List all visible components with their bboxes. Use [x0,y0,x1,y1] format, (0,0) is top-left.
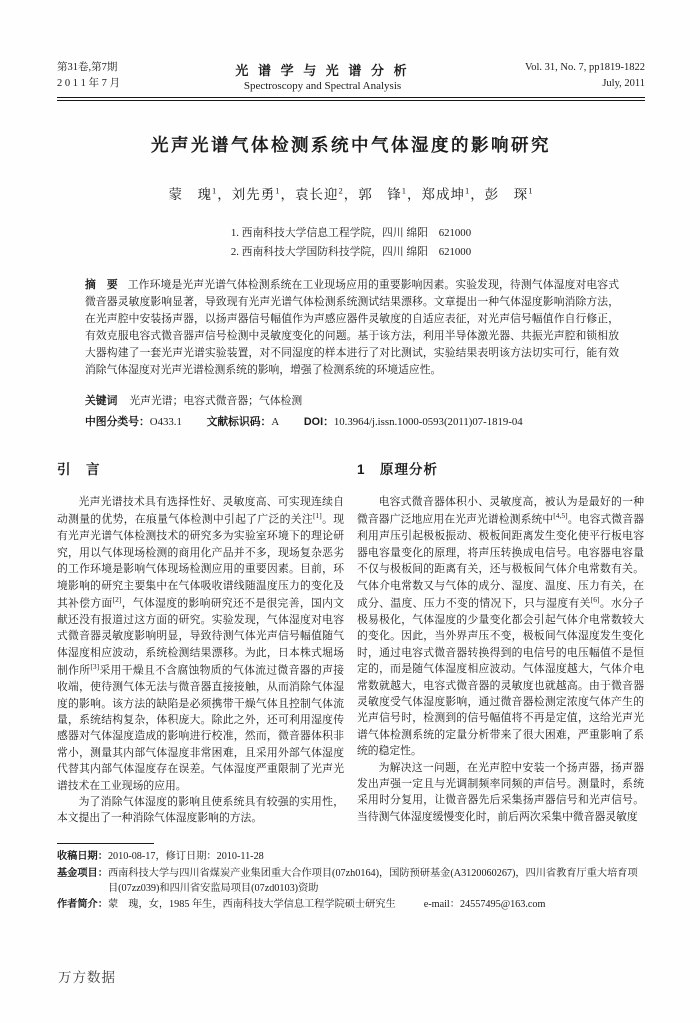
funding-label: 基金项目： [57,867,108,879]
author: 刘先勇$^1$， [231,185,295,202]
authors-line [57,183,645,203]
affiliation-2: 2. 西南科技大学国防科技学院，四川 绵阳 621000 [230,246,472,259]
issue-date-en: July, 2011 [602,77,645,89]
wanfang-watermark: 万方数据 [58,970,116,985]
intro-paragraph-2: 为了消除气体湿度的影响且使系统具有较强的实用性，本文提出了一种消除气体湿度影响的方法。 [57,796,344,825]
author-bio-row [57,897,645,912]
journal-header [57,60,645,92]
journal-name-cn: 光 谱 学 与 光 谱 分 析 [235,63,410,78]
affiliation-1: 1. 西南科技大学信息工程学院，四川 绵阳 621000 [230,227,472,239]
footnotes [57,843,645,912]
keywords-text: 光声光谱；电容式微音器；气体检测 [129,395,303,408]
received-text: 2010-08-17，修订日期：2010-11-28 [107,851,264,863]
right-column [357,456,644,840]
left-column [57,456,344,840]
journal-name-en: Spectroscopy and Spectral Analysis [243,80,402,92]
abstract-label: 摘 要 [85,278,118,291]
header-divider [57,97,645,101]
funding-text: 西南科技大学与四川省煤炭产业集团重大合作项目(07zh0164)，国防预研基金(A3120060267)，四川省教育厅重大培育项目(07zz039)和四川省安监局项目(07zd0103)资助 [107,867,638,895]
volume-info [525,60,645,92]
footnote-divider [57,843,154,844]
journal-name [120,60,525,92]
author: 彭 琛$^1$ [484,185,534,202]
keywords-label: 关键词 [85,395,118,408]
issue-volume: 第31卷,第7期 [57,62,118,73]
intro-paragraph-1: 光声光谱技术具有选择性好、灵敏度高、可实现连续自动测量的优势，在痕量气体检测中引起了广泛的关注[1]。现有光声光谱气体检测技术的研究多为实验室环境下的理论研究，用以气体现场检测的商用化产品并不多，现场复杂恶劣的工作环境是影响气体现场检测应用的重要因素。目前，环境影响的研究主要集中在气体吸收谱线随温度压力的变化及其补偿方面[2]，气体湿度的影响研究还不是很完善，国内文献还没有报道过这方面的研究。实验发现，气体湿度对电容式微音器灵敏度影响明显，导致待测气体光声信号幅值随气体湿度相应波动，系统检测结果漂移。为此，日本株式堀场制作所[3]采用干燥且不含腐蚀物质的气体流过微音器的声接收端，使待测气体无法与微音器直接接触，从而消除气体湿度的影响。该方法的缺陷是必须携带干燥气体且控制气体流量，系统结构复杂，体积庞大。除此之外，还可利用湿度传感器对气体湿度造成的影响进行校准，然而，微音器体积非常小，测量其内部气体湿度非常困难，且采用外部气体湿度代替其内部气体湿度存在误差。气体湿度严重限制了光声光谱技术在工业现场的应用。 [57,495,345,792]
meta-line [85,414,619,429]
issue-date-cn: 2 0 1 1 年 7 月 [57,77,120,89]
doi: DOI：10.3964/j.issn.1000-0593(2011)07-1819-04 [303,416,523,429]
author: 袁长迎$^2$， [295,185,359,202]
analysis-paragraph-1: 电容式微音器体积小、灵敏度高，被认为是最好的一种微音器广泛地应用在光声光谱检测系统中[4,5]。电容式微音器利用声压引起极板振动、极板间距离发生变化使平行板电容器电容量变化的原理，将声压转换成电信号。电容器电容量不仅与极板间的距离有关，还与极板间气体介电常数有关。气体介电常数又与气体的成分、湿度、温度、压力有关，在成分、温度、压力不变的情况下，只与湿度有关[6]。水分子极易极化，气体湿度的少量变化都会引起气体介电常数较大的变化。因此，当外界声压不变，极板间气体湿度发生变化时，通过电容式微音器转换得到的电信号的电压幅值不是恒定的，而是随气体湿度相应波动。气体湿度越大，气体介电常数就越大，电容式微音器的灵敏度也就越高。由于微音器灵敏度受气体湿度影响，通过微音器检测定浓度气体产生的光声信号时，检测到的信号幅值将不再是定值，这给光声光谱气体检测系统的定量分析带来了很大困难，严重影响了系统的稳定性。 [357,495,645,758]
document-code: 文献标识码：A [206,416,280,429]
affiliations [57,224,645,263]
abstract-text: 工作环境是光声光谱气体检测系统在工业现场应用的重要影响因素。实验发现，待测气体湿度对电容式微音器灵敏度影响显著，导致现有光声光谱气体检测系统测试结果漂移。文章提出一种气体湿度影响消除方法，在光声腔中安装扬声器，以扬声器信号幅值作为声感应器件灵敏度的自适应表征，对光声信号幅值作自行修正，有效克服电容式微音器声信号检测中灵敏度变化的问题。基于该方法，利用半导体激光器、共振光声腔和锁相放大器构建了一套光声光谱实验装置，对不同湿度的样本进行了对比测试，实验结果表明该方法切实可行，能有效消除气体湿度对光声光谱检测系统的影响，增强了检测系统的环境适应性。 [85,278,620,376]
funding-row [57,866,645,897]
issue-info [57,60,120,92]
volume-pages: Vol. 31, No. 7, pp1819-1822 [525,62,645,73]
author-email: e-mail：24557495@163.com [423,899,546,911]
bio-label: 作者简介： [57,899,108,911]
received-date-row [57,849,645,864]
abstract-block [85,277,619,379]
received-label: 收稿日期： [57,851,108,863]
analysis-paragraph-2: 为解决这一问题，在光声腔中安装一个扬声器，扬声器发出声强一定且与光调制频率同频的声信号。测量时，系统采用时分复用，让微音器先后采集扬声器信号和光声信号。当待测气体湿度缓慢变化时，前后两次采集中微音器灵敏度 [357,761,644,823]
author: 郑成坤$^1$， [421,185,485,202]
body-columns [57,456,645,840]
section-heading-analysis: 1 原理分析 [357,462,439,478]
clc-number: 中图分类号：O433.1 [85,416,182,429]
section-heading-intro: 引 言 [57,462,101,478]
author: 郭 锋$^1$， [358,185,422,202]
bio-text: 蒙 瑰，女，1985 年生，西南科技大学信息工程学院硕士研究生 [107,899,396,911]
author: 蒙 瑰$^1$， [168,185,232,202]
keywords-line [85,393,619,408]
page-title: 光声光谱气体检测系统中气体湿度的影响研究 [151,135,551,155]
